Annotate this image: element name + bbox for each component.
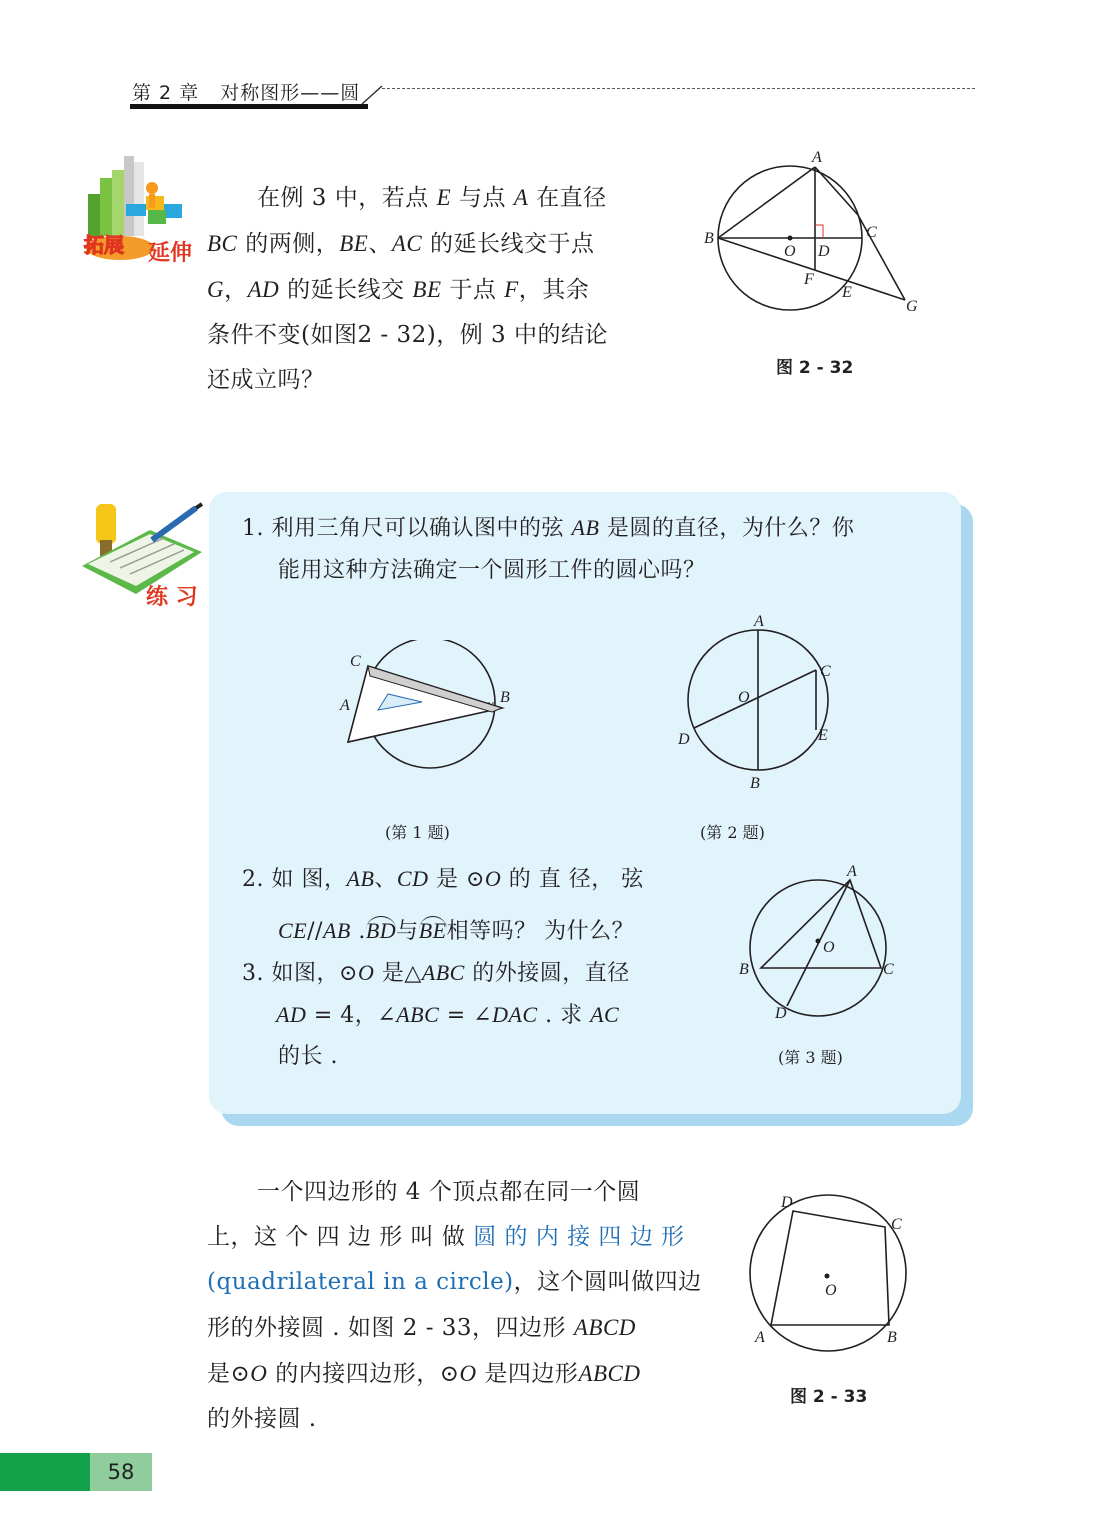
label-o: O <box>738 689 750 706</box>
label-a: A <box>812 149 822 166</box>
extension-line-1: 在例 3 中，若点 E 与点 A 在直径 <box>257 185 607 211</box>
figure-2-33 <box>745 1185 920 1355</box>
label-b: B <box>704 230 714 247</box>
page-number: 58 <box>90 1453 152 1491</box>
label-o: O <box>784 243 796 260</box>
extension-paragraph <box>207 175 655 403</box>
label-a: A <box>340 697 350 714</box>
extension-line-2: BC 的两侧，BE、AC 的延长线交于点 <box>207 231 595 257</box>
extension-line-5: 还成立吗？ <box>207 367 325 393</box>
label-c: C <box>820 663 831 680</box>
page-number-green-strip <box>0 1453 90 1491</box>
question-2-line-1: 2. 如 图，AB、CD 是 ⊙O 的 直 径， 弦 <box>242 866 644 892</box>
figure-question-2 <box>670 612 850 792</box>
term-inscribed-quadrilateral: 圆 的 内 接 四 边 形 <box>473 1224 685 1250</box>
extension-icon <box>78 148 208 266</box>
label-b: B <box>739 961 749 978</box>
chapter-header <box>132 78 360 105</box>
question-2-caption: (第 2 题) <box>700 823 765 842</box>
extension-line-3: G，AD 的延长线交 BE 于点 F，其余 <box>207 277 590 303</box>
label-o: O <box>825 1282 837 1299</box>
definition-line-3: (quadrilateral in a circle)，这个圆叫做四边 <box>207 1269 702 1295</box>
question-1-line-2: 能用这种方法确定一个圆形工件的圆心吗？ <box>278 558 706 583</box>
center-point <box>816 939 821 944</box>
right-angle-mark <box>815 225 823 238</box>
chapter-title: 对称图形——圆 <box>220 82 361 104</box>
question-1-caption: (第 1 题) <box>385 823 450 842</box>
center-point <box>788 236 793 241</box>
header-slash-divider <box>360 84 384 106</box>
quadrilateral-abcd <box>771 1211 889 1325</box>
label-d: D <box>678 731 690 748</box>
label-c: C <box>866 224 877 241</box>
extension-label-1: 拓展 <box>84 233 124 257</box>
header-underline <box>130 104 368 109</box>
segment-bg <box>718 238 905 300</box>
chapter-number: 第 2 章 <box>132 82 200 104</box>
practice-icon <box>80 500 210 610</box>
arc-bd: BD <box>365 918 397 943</box>
label-o: O <box>823 939 835 956</box>
label-d: D <box>775 1005 787 1022</box>
arc-be: BE <box>418 918 447 943</box>
question-1-line-1: 1. 利用三角尺可以确认图中的弦 AB 是圆的直径，为什么？你 <box>242 515 855 541</box>
header-dashed-rule <box>382 88 975 89</box>
extension-line-4: 条件不变(如图2 - 32)，例 3 中的结论 <box>207 322 608 348</box>
label-c: C <box>883 961 894 978</box>
label-a: A <box>847 863 857 880</box>
label-a: A <box>754 613 764 630</box>
label-b: B <box>887 1329 897 1346</box>
extension-label-2: 延伸 <box>148 241 193 266</box>
label-f: F <box>804 271 814 288</box>
label-b: B <box>500 689 510 706</box>
label-a: A <box>755 1329 765 1346</box>
figure-2-32 <box>700 145 930 320</box>
center-point <box>825 1274 830 1279</box>
figure-question-1 <box>330 640 530 780</box>
definition-line-4: 形的外接圆 . 如图 2 - 33，四边形 ABCD <box>207 1315 636 1341</box>
definition-line-1: 一个四边形的 4 个顶点都在同一个圆 <box>257 1179 641 1205</box>
label-g: G <box>906 298 918 315</box>
label-d: D <box>818 243 830 260</box>
question-3-line-2: AD = 4，∠ABC = ∠DAC . 求 AC <box>276 1002 620 1028</box>
definition-paragraph <box>207 1170 702 1442</box>
figure-2-33-caption: 图 2 - 33 <box>790 1387 868 1407</box>
question-3-number: 3. <box>242 961 264 986</box>
label-d: D <box>781 1194 793 1211</box>
figure-2-32-caption: 图 2 - 32 <box>776 358 854 378</box>
definition-line-6: 的外接圆 . <box>207 1406 317 1432</box>
practice-label: 练 习 <box>146 585 198 610</box>
diameter-cd <box>694 670 816 728</box>
label-e: E <box>818 727 828 744</box>
circle-o <box>750 1195 906 1351</box>
term-english: (quadrilateral in a circle) <box>207 1269 514 1295</box>
definition-line-5: 是⊙O 的内接四边形，⊙O 是四边形ABCD <box>207 1361 641 1387</box>
notebook-pencil-icon <box>82 504 202 594</box>
circle-o <box>750 880 886 1016</box>
question-3-line-3: 的长 . <box>278 1044 338 1069</box>
question-3-caption: (第 3 题) <box>778 1048 843 1067</box>
question-3-line-1: 3. 如图，⊙O 是△ABC 的外接圆，直径 <box>242 960 630 986</box>
label-c: C <box>350 653 361 670</box>
figure-question-3 <box>735 860 905 1030</box>
segment-ac <box>815 167 858 215</box>
question-1-number: 1. <box>242 516 264 541</box>
label-e: E <box>842 284 852 301</box>
question-2-line-2: CE//AB .BD与BE相等吗？ 为什么？ <box>278 918 635 944</box>
label-b: B <box>750 775 760 792</box>
definition-line-2: 上，这 个 四 边 形 叫 做 圆 的 内 接 四 边 形 <box>207 1224 685 1250</box>
segment-ba <box>718 167 815 238</box>
question-2-number: 2. <box>242 867 264 892</box>
label-c: C <box>891 1216 902 1233</box>
